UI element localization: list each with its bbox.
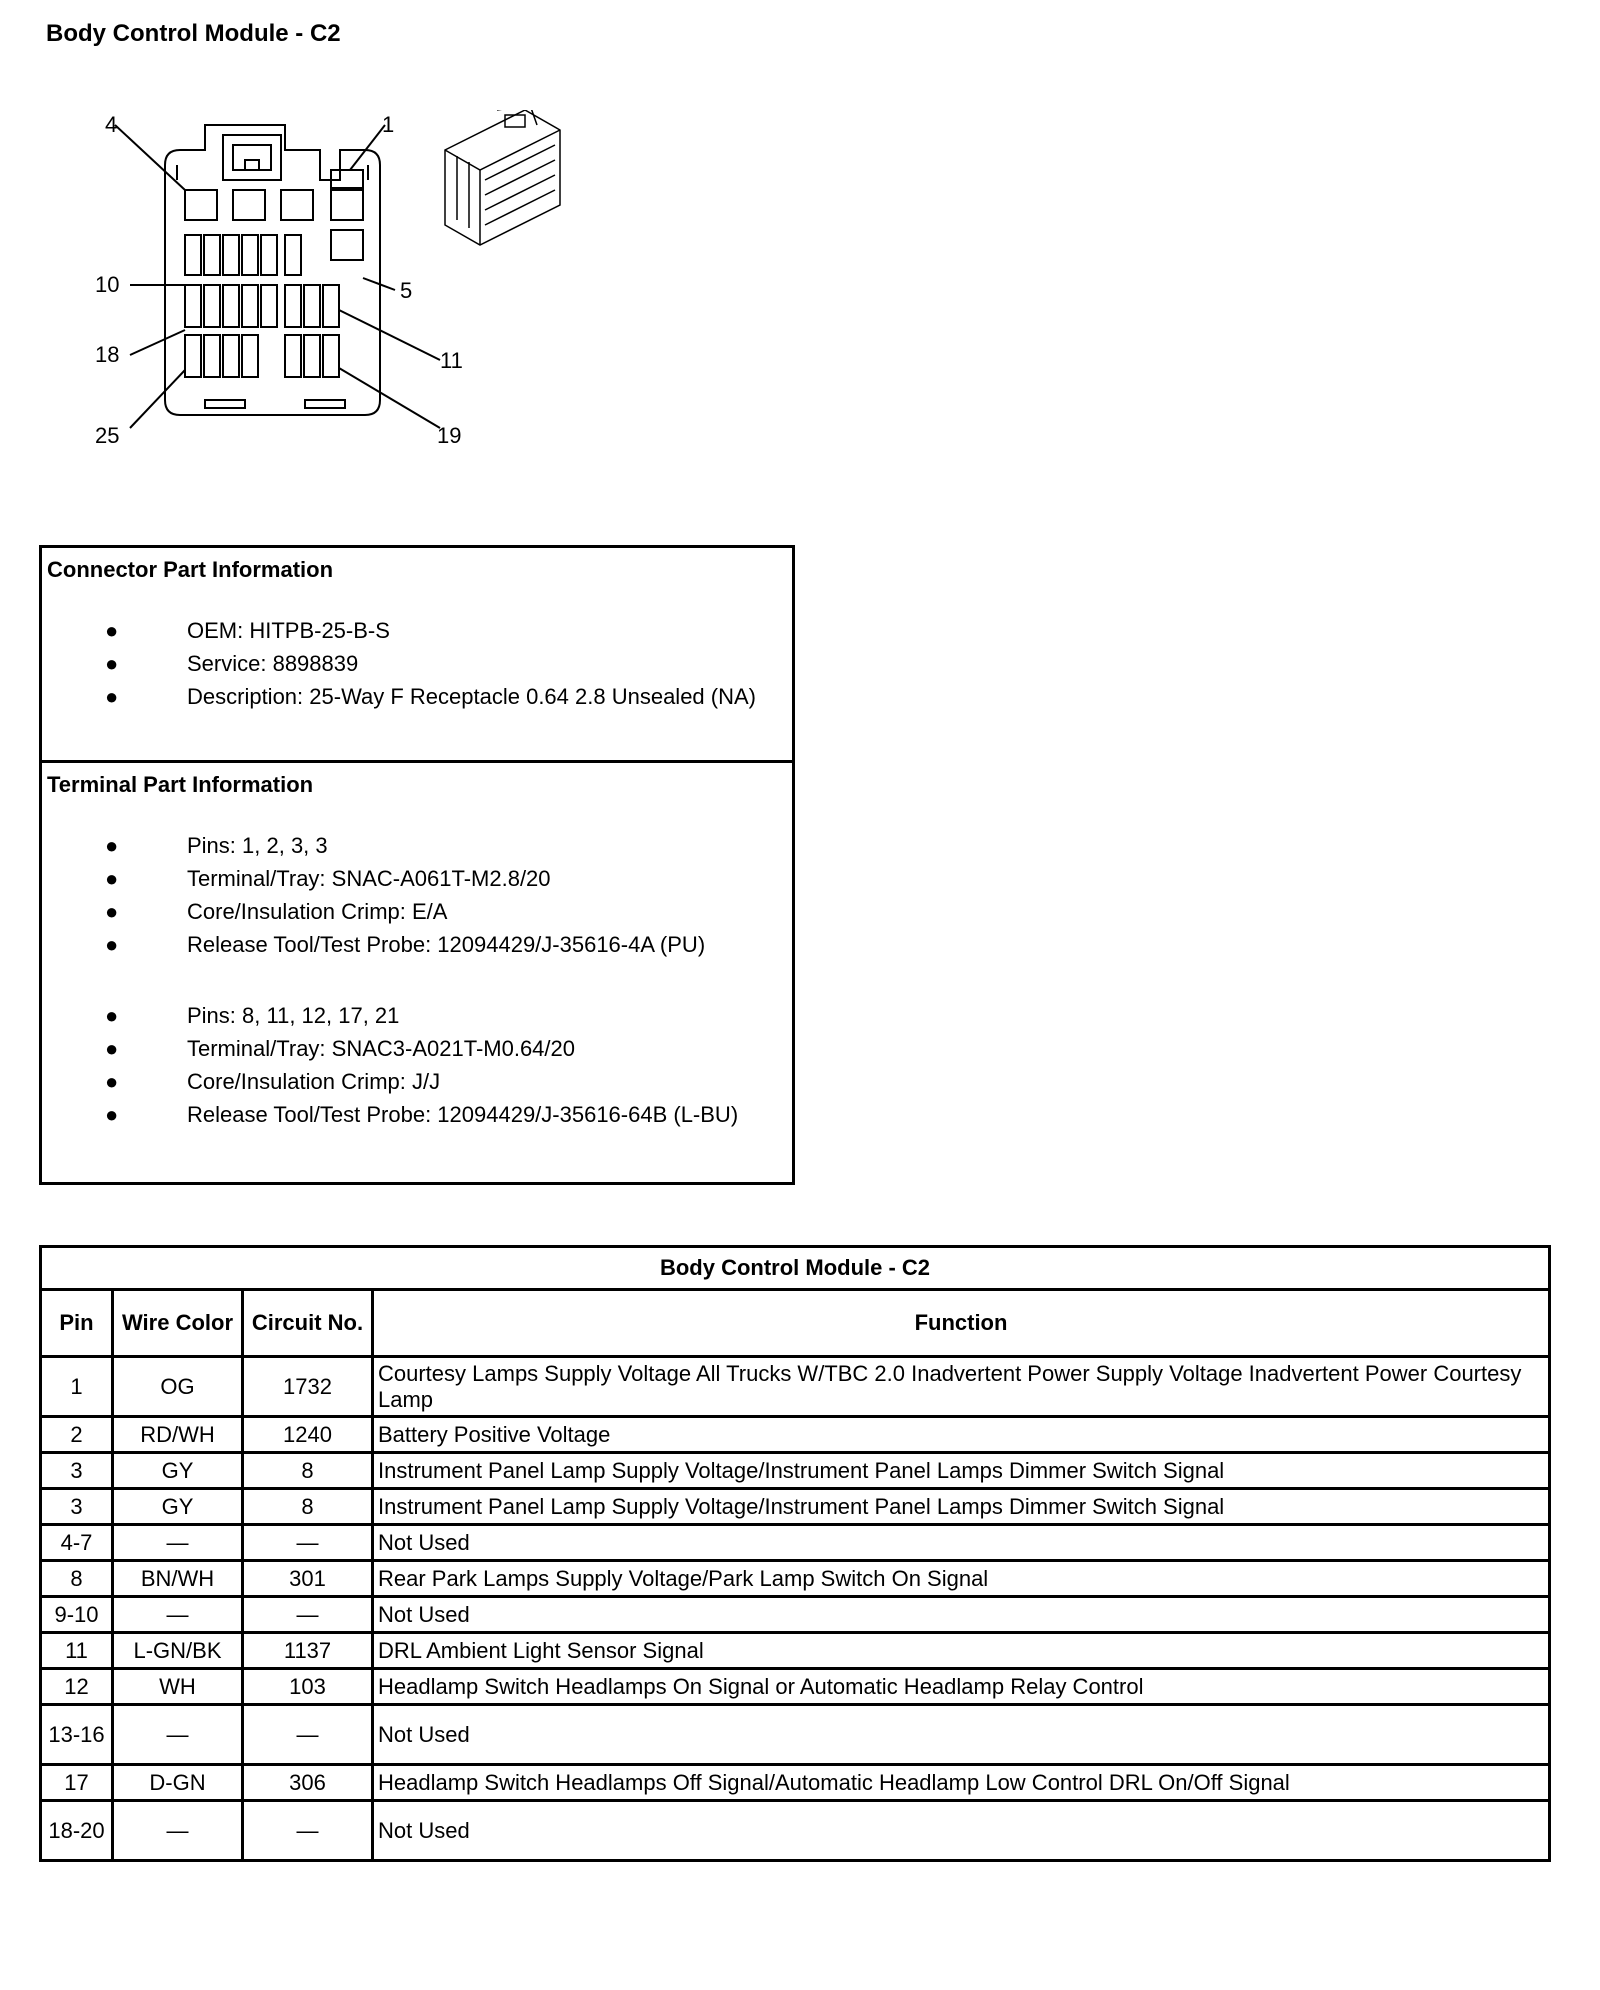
connector-info-heading: Connector Part Information: [47, 557, 334, 582]
connector-outline: [165, 125, 380, 415]
cell-circuit-no: —: [243, 1705, 373, 1765]
header-circuit-no: Circuit No.: [243, 1290, 373, 1357]
list-item: ● Core/Insulation Crimp: J/J: [47, 1065, 787, 1098]
page-title: Body Control Module - C2: [46, 20, 341, 47]
cell-wire-color: GY: [113, 1453, 243, 1489]
table-row: [41, 1489, 1550, 1525]
table-title: Body Control Module - C2: [41, 1247, 1550, 1290]
pinout-table: [39, 1245, 1551, 1862]
cell-circuit-no: —: [243, 1801, 373, 1861]
cell-pin: 17: [41, 1765, 113, 1801]
bullet-icon: ●: [105, 1036, 119, 1061]
table-row: [41, 1597, 1550, 1633]
connector-3d-view: [445, 110, 560, 245]
bullet-icon: ●: [105, 833, 119, 858]
bullet-icon: ●: [105, 899, 119, 924]
pin-label-11: 11: [440, 348, 463, 373]
cell-wire-color: L-GN/BK: [113, 1633, 243, 1669]
table-row: [41, 1357, 1550, 1417]
cell-circuit-no: 8: [243, 1453, 373, 1489]
cell-circuit-no: 8: [243, 1489, 373, 1525]
table-row: [41, 1669, 1550, 1705]
cell-pin: 9-10: [41, 1597, 113, 1633]
cell-pin: 2: [41, 1417, 113, 1453]
connector-diagram: [85, 110, 585, 465]
cell-circuit-no: 306: [243, 1765, 373, 1801]
cell-pin: 18-20: [41, 1801, 113, 1861]
pin-label-10: 10: [95, 272, 120, 297]
list-item: ● Service: 8898839: [47, 647, 787, 680]
cell-circuit-no: 103: [243, 1669, 373, 1705]
table-row: [41, 1705, 1550, 1765]
cell-circuit-no: 301: [243, 1561, 373, 1597]
table-row: [41, 1765, 1550, 1801]
list-item: ● Terminal/Tray: SNAC-A061T-M2.8/20: [47, 862, 787, 895]
header-wire-color: Wire Color: [113, 1290, 243, 1357]
cell-pin: 8: [41, 1561, 113, 1597]
bullet-icon: ●: [105, 1003, 119, 1028]
cell-circuit-no: 1137: [243, 1633, 373, 1669]
cell-circuit-no: 1732: [243, 1357, 373, 1417]
bullet-icon: ●: [105, 684, 119, 709]
table-row: [41, 1801, 1550, 1861]
table-row: [41, 1633, 1550, 1669]
bullet-icon: ●: [105, 1069, 119, 1094]
header-pin: Pin: [41, 1290, 113, 1357]
cell-function: Not Used: [373, 1801, 1550, 1861]
cell-circuit-no: —: [243, 1597, 373, 1633]
pin-label-5: 5: [400, 278, 413, 303]
cell-circuit-no: —: [243, 1525, 373, 1561]
cell-function: Instrument Panel Lamp Supply Voltage/Instrument Panel Lamps Dimmer Switch Signal: [373, 1453, 1550, 1489]
cell-function: Rear Park Lamps Supply Voltage/Park Lamp Switch On Signal: [373, 1561, 1550, 1597]
cell-function: Battery Positive Voltage: [373, 1417, 1550, 1453]
cell-pin: 11: [41, 1633, 113, 1669]
cell-wire-color: —: [113, 1525, 243, 1561]
cell-wire-color: —: [113, 1705, 243, 1765]
cell-wire-color: —: [113, 1597, 243, 1633]
cell-wire-color: D-GN: [113, 1765, 243, 1801]
cell-pin: 4-7: [41, 1525, 113, 1561]
pin-label-18: 18: [95, 342, 120, 367]
cell-function: Not Used: [373, 1705, 1550, 1765]
cell-circuit-no: 1240: [243, 1417, 373, 1453]
cell-pin: 12: [41, 1669, 113, 1705]
pin-label-4: 4: [105, 112, 118, 137]
bullet-icon: ●: [105, 866, 119, 891]
cell-pin: 1: [41, 1357, 113, 1417]
cell-wire-color: OG: [113, 1357, 243, 1417]
cell-pin: 13-16: [41, 1705, 113, 1765]
table-row: [41, 1561, 1550, 1597]
table-row: [41, 1525, 1550, 1561]
bullet-icon: ●: [105, 618, 119, 643]
cell-wire-color: BN/WH: [113, 1561, 243, 1597]
list-item: ● Release Tool/Test Probe: 12094429/J-35616-64B (L-BU): [47, 1098, 787, 1131]
table-row: [41, 1453, 1550, 1489]
cell-wire-color: RD/WH: [113, 1417, 243, 1453]
cell-wire-color: GY: [113, 1489, 243, 1525]
terminal-info-heading: Terminal Part Information: [47, 772, 314, 797]
list-item: ● Pins: 8, 11, 12, 17, 21: [47, 999, 787, 1032]
list-item: ● Description: 25-Way F Receptacle 0.64 2.8 Unsealed (NA): [47, 680, 787, 713]
header-function: Function: [373, 1290, 1550, 1357]
part-info-box: [39, 545, 795, 1185]
cell-function: Headlamp Switch Headlamps On Signal or Automatic Headlamp Relay Control: [373, 1669, 1550, 1705]
bullet-icon: ●: [105, 1102, 119, 1127]
cell-function: Not Used: [373, 1525, 1550, 1561]
cell-pin: 3: [41, 1489, 113, 1525]
cell-function: Courtesy Lamps Supply Voltage All Trucks W/TBC 2.0 Inadvertent Power Supply Voltage Inadvertent Power Courtesy Lamp: [373, 1357, 1550, 1417]
pin-label-1: 1: [382, 112, 395, 137]
list-item: ● Pins: 1, 2, 3, 3: [47, 829, 787, 862]
list-item: ● Release Tool/Test Probe: 12094429/J-35616-4A (PU): [47, 928, 787, 961]
terminal-part-info: [42, 763, 792, 1131]
cell-wire-color: WH: [113, 1669, 243, 1705]
table-row: [41, 1417, 1550, 1453]
bullet-icon: ●: [105, 651, 119, 676]
pin-label-19: 19: [437, 423, 462, 448]
list-item: ● OEM: HITPB-25-B-S: [47, 614, 787, 647]
pin-label-25: 25: [95, 423, 120, 448]
connector-part-info: [42, 548, 792, 763]
cell-function: Headlamp Switch Headlamps Off Signal/Automatic Headlamp Low Control DRL On/Off Signal: [373, 1765, 1550, 1801]
cell-pin: 3: [41, 1453, 113, 1489]
list-item: ● Terminal/Tray: SNAC3-A021T-M0.64/20: [47, 1032, 787, 1065]
cell-function: Not Used: [373, 1597, 1550, 1633]
bullet-icon: ●: [105, 932, 119, 957]
list-item: ● Core/Insulation Crimp: E/A: [47, 895, 787, 928]
cell-function: Instrument Panel Lamp Supply Voltage/Instrument Panel Lamps Dimmer Switch Signal: [373, 1489, 1550, 1525]
cell-function: DRL Ambient Light Sensor Signal: [373, 1633, 1550, 1669]
cell-wire-color: —: [113, 1801, 243, 1861]
